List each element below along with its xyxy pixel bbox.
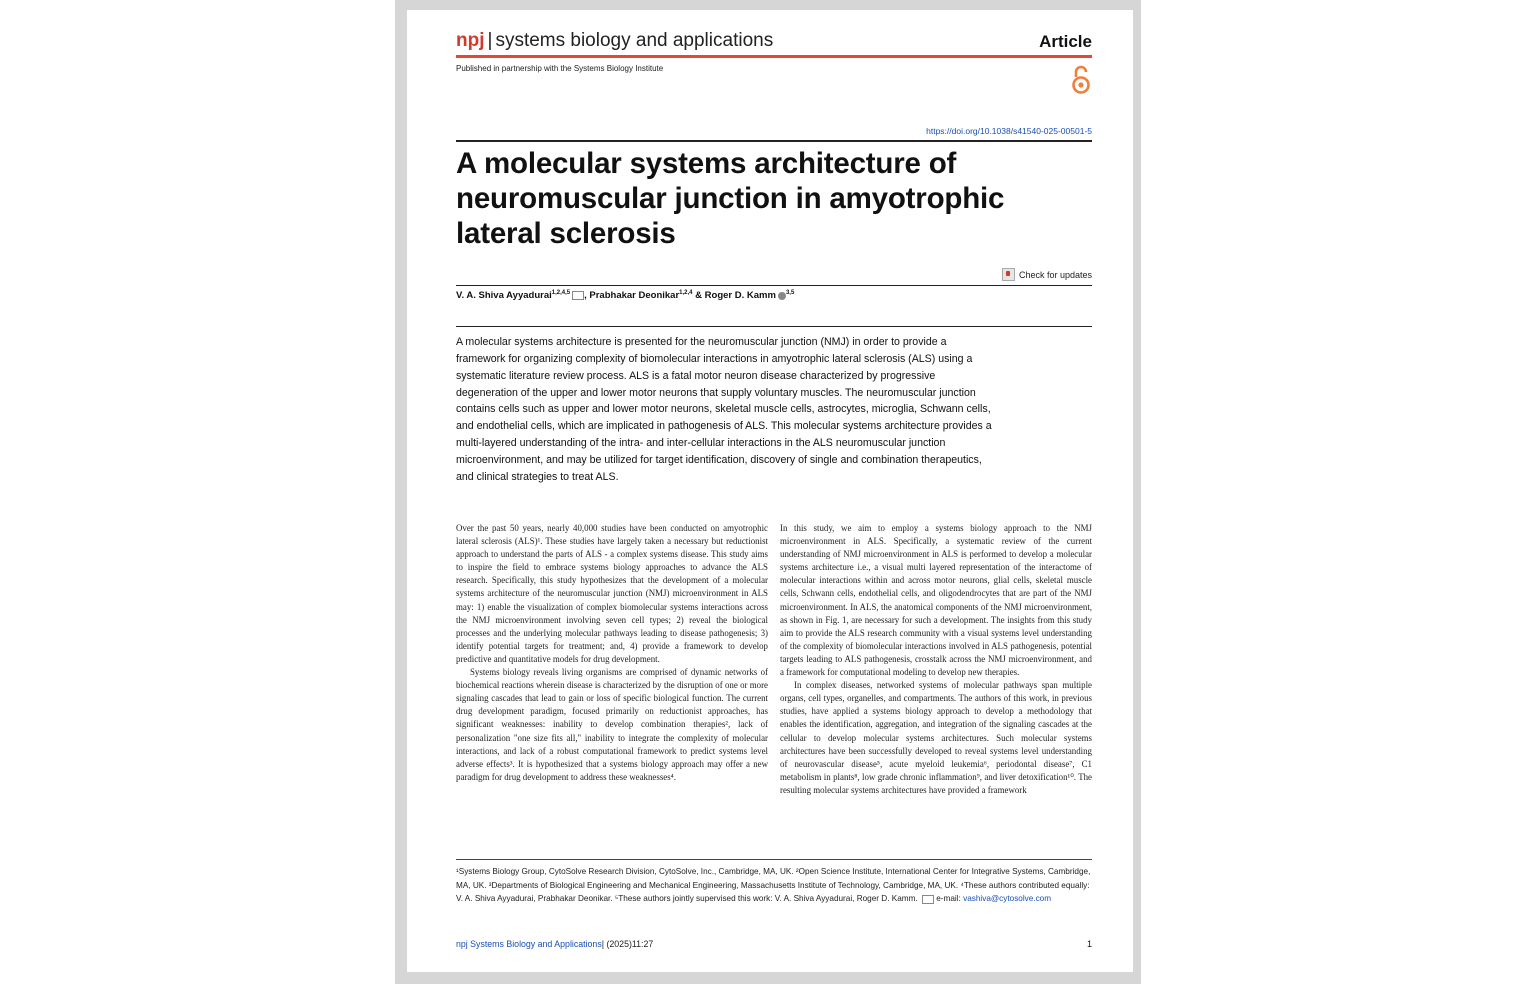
email-icon[interactable] [572, 291, 584, 300]
author-joiner: , [584, 290, 587, 302]
author-affiliation: 1,2,4,5 [551, 290, 571, 296]
footer-citation: | (2025)11:27 [601, 939, 654, 949]
article-type-label: Article [1039, 32, 1092, 51]
author-affiliation: 1,2,4 [679, 290, 693, 296]
check-updates-icon [1002, 268, 1015, 281]
orcid-icon[interactable] [778, 292, 786, 300]
email-link[interactable]: vashiva@cytosolve.com [963, 894, 1052, 904]
page-number: 1 [1086, 939, 1092, 949]
article-title: A molecular systems architecture of neuromuscular junction in amyotrophic lateral sclerosis [456, 147, 1005, 250]
partnership-line: Published in partnership with the Systems Biology Institute [456, 64, 664, 73]
check-for-updates-button[interactable] [1002, 268, 1092, 281]
affiliation-footnotes [456, 865, 1092, 906]
body-column-left [456, 522, 768, 784]
authors-rule [456, 285, 1092, 286]
author-name: Roger D. Kamm [704, 290, 776, 302]
footer-journal: npj Systems Biology and Applications [456, 939, 602, 949]
author-name: Prabhakar Deonikar [589, 290, 680, 302]
author-affiliation: 3,5 [785, 290, 795, 296]
body-paragraph: In this study, we aim to employ a systems biology approach to the NMJ microenvironment in ALS. Specifically, a systematic review of the current understanding of NMJ microenvironment in ALS is performed to develop a molecular systems architecture i.e., a visual multi layered representation of the interactome of molecular interactions within and across motor neurons, glial cells, skeletal muscle cells, Schwann cells, endothelial cells, and oligodendrocytes that are part of the NMJ microenvironment. In ALS, the anatomical components of the NMJ microenvironment, as shown in Fig. 1, are necessary for such a development. The insights from this study aim to provide the ALS research community with a visual systems level understanding of the complexity of biomolecular interactions involved in ALS pathogenesis, potential targets leading to ALS pathogenesis, crosstalk across the NMJ microenvironment, and a framework for computational modeling to develop new therapies. [780, 523, 1092, 678]
masthead-separator: | [487, 30, 493, 51]
footnote-text: ¹Systems Biology Group, CytoSolve Research Division, CytoSolve, Inc., Cambridge, MA, UK. ²Open Science Institute, International Center for Integrative Systems, Cambridge, MA, UK. ³Departments of Biological Engineering and Mechanical Engineering, Massachusetts Institute of Technology, Cambridge, MA, UK. ⁴These authors contributed equally: V. A. Shiva Ayyadurai, Prabhakar Deonikar. ⁵These authors jointly supervised this work: V. A. Shiva Ayyadurai, Roger D. Kamm. [456, 867, 1091, 904]
author-joiner: & [695, 290, 703, 302]
author-name: V. A. Shiva Ayyadurai [456, 290, 552, 302]
footnote-rule [456, 859, 1092, 860]
masthead-rule [456, 55, 1092, 58]
journal-masthead [456, 30, 773, 52]
body-column-right [780, 522, 1092, 797]
abstract: A molecular systems architecture is presented for the neuromuscular junction (NMJ) in order to provide a framework for organizing complexity of biomolecular interactions in amyotrophic lateral sclerosis (ALS) using a systematic literature review process. ALS is a fatal motor neuron disease characterized by progressive degeneration of the upper and lower motor neurons that supply voluntary muscles. The neuromuscular junction contains cells such as upper and lower motor neurons, skeletal muscle cells, astrocytes, microglia, Schwann cells, and endothelial cells, which are implicated in pathogenesis of ALS. This molecular systems architecture provides a multi-layered understanding of the intra- and inter-cellular interactions in the ALS neuromuscular junction microenvironment, and may be utilized for target identification, discovery of single and combination therapeutics, and clinical strategies to treat ALS. [456, 336, 992, 483]
journal-brand: npj [456, 30, 485, 51]
page-footer [456, 939, 653, 949]
journal-name: systems biology and applications [495, 30, 774, 51]
open-access-icon [1070, 65, 1092, 95]
doi-link[interactable]: https://doi.org/10.1038/s41540-025-00501-5 [926, 126, 1092, 136]
title-rule [456, 140, 1092, 142]
email-label: e-mail: [936, 894, 961, 904]
body-paragraph: Systems biology reveals living organisms are comprised of dynamic networks of biochemical reactions wherein disease is characterized by the disruption of one or more signaling cascades that lead to gain or loss of specific biological function. The current drug development paradigm, focused primarily on reductionist approaches, has significant weaknesses: inability to develop combination therapies², lack of personalization "one size fits all," inability to integrate the complexity of molecular interactions, and lack of a robust computational framework to predict systems level adverse effects³. It is hypothesized that a systems biology approach may offer a new paradigm for drug development to address these weaknesses⁴. [456, 667, 768, 782]
email-icon [922, 895, 934, 904]
body-paragraph: In complex diseases, networked systems of molecular pathways span multiple organs, cell types, organelles, and compartments. The authors of this work, in previous studies, have applied a systems biology approach to develop a methodology that enables the identification, aggregation, and integration of the signaling cascades at the cellular to develop molecular systems architectures. Such molecular systems architectures have been successfully developed to reveal systems level understanding of neurovascular disease⁵, acute myeloid leukemia⁶, periodontal disease⁷, C1 metabolism in plants⁸, low grade chronic inflammation⁹, and liver detoxification¹⁰. The resulting molecular systems architectures have provided a framework [780, 680, 1092, 795]
pdf-page [407, 10, 1133, 972]
body-paragraph: Over the past 50 years, nearly 40,000 studies have been conducted on amyotrophic lateral sclerosis (ALS)¹. These studies have largely taken a necessary but reductionist approach to understand the parts of ALS - a complex systems disease. This study aims to inspire the field to embrace systems biology approaches to advance the ALS research. Specifically, this study hypothesizes that the development of a molecular systems architecture of the neuromuscular junction (NMJ) microenvironment in ALS may: 1) enable the visualization of complex biomolecular systems interactions across the NMJ microenvironment involving seven cell types; 2) reveal the biological processes and the underlying molecular pathways leading to disease pathogenesis; 3) identify potential targets for treatment; and, 4) provide a framework to develop predictive and quantitative models for drug development. [456, 523, 768, 664]
check-updates-label: Check for updates [1018, 269, 1092, 280]
author-list [456, 290, 794, 301]
abstract-rule [456, 326, 1092, 327]
